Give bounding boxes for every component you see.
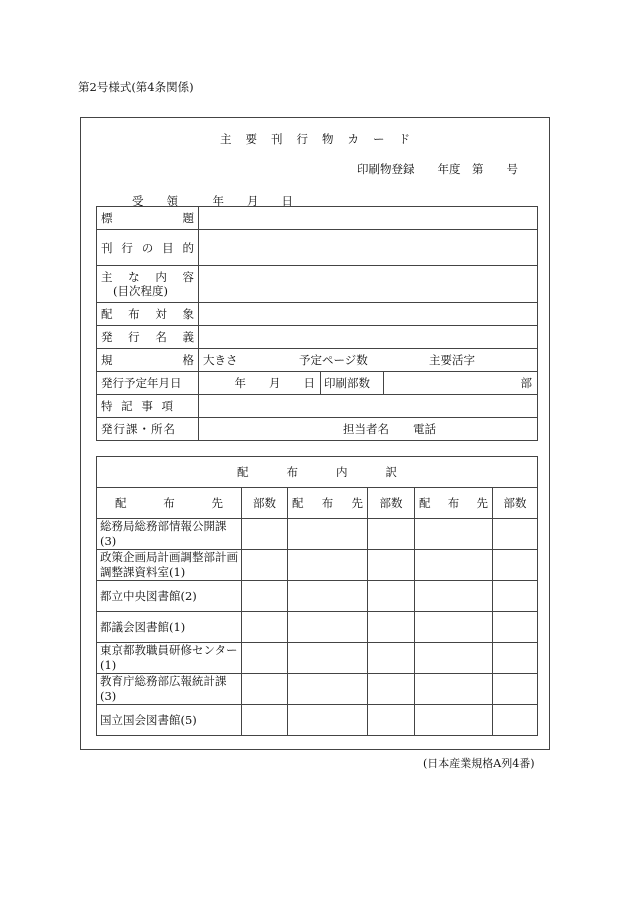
copies-cell[interactable] (368, 519, 415, 550)
copies-cell[interactable] (242, 705, 288, 736)
content-label: 主 な 内 容 (目次程度) (97, 266, 199, 303)
table-row (97, 550, 538, 581)
destination-cell[interactable] (415, 519, 493, 550)
destination-cell[interactable] (288, 519, 368, 550)
person-label: 担当者名 (343, 422, 389, 436)
destination-cell[interactable] (288, 612, 368, 643)
row-content (97, 266, 538, 303)
col-copies-3: 部数 (493, 488, 538, 519)
copies-cell[interactable] (368, 705, 415, 736)
copies-cell[interactable] (242, 581, 288, 612)
copies-cell[interactable] (493, 519, 538, 550)
notes-field[interactable] (199, 395, 538, 418)
notes-label: 特 記 事 項 (97, 395, 199, 418)
col-copies-1: 部数 (242, 488, 288, 519)
copies-cell[interactable] (242, 519, 288, 550)
section-field[interactable] (199, 418, 538, 441)
table-row (97, 643, 538, 674)
row-purpose (97, 230, 538, 266)
destination-cell: 国立国会図書館(5) (97, 705, 242, 736)
spec-size-label: 大きさ (203, 353, 238, 367)
destination-cell: 政策企画局計画調整部計画調整課資料室(1) (97, 550, 242, 581)
copies-cell[interactable] (493, 550, 538, 581)
date-field[interactable]: 年 月 日 (199, 372, 321, 395)
row-title (97, 207, 538, 230)
spec-label: 規 格 (97, 349, 199, 372)
copies-cell[interactable] (242, 643, 288, 674)
table-row (97, 612, 538, 643)
table-row (97, 705, 538, 736)
issuer-name-field[interactable] (199, 326, 538, 349)
destination-cell[interactable] (288, 581, 368, 612)
destination-cell: 東京都教職員研修センター(1) (97, 643, 242, 674)
copies-cell[interactable] (368, 550, 415, 581)
table-row (97, 519, 538, 550)
distribution-columns-row (97, 488, 538, 519)
form-title: 主 要 刊 行 物 カ ー ド (220, 132, 410, 146)
col-destination-2: 配 布 先 (288, 488, 368, 519)
copies-cell[interactable] (493, 581, 538, 612)
destination-cell[interactable] (415, 674, 493, 705)
copies-cell[interactable] (368, 612, 415, 643)
purpose-label: 刊 行 の 目 的 (97, 230, 199, 266)
row-spec (97, 349, 538, 372)
purpose-field[interactable] (199, 230, 538, 266)
destination-cell[interactable] (415, 612, 493, 643)
row-date (97, 372, 538, 395)
destination-cell[interactable] (288, 674, 368, 705)
receipt-date-line: 受 領 年 月 日 (132, 194, 293, 208)
print-count-label: 印刷部数 (321, 372, 384, 395)
print-count-field[interactable]: 部 (384, 372, 538, 395)
paper-standard-note: (日本産業規格A列4番) (423, 757, 535, 770)
destination-cell[interactable] (288, 550, 368, 581)
destination-cell: 教育庁総務部広報統計課(3) (97, 674, 242, 705)
table-row (97, 674, 538, 705)
destination-cell[interactable] (415, 643, 493, 674)
title-field[interactable] (199, 207, 538, 230)
copies-cell[interactable] (493, 674, 538, 705)
col-destination-3: 配 布 先 (415, 488, 493, 519)
registration-line: 印刷物登録 年度 第 号 (357, 162, 518, 176)
col-copies-2: 部数 (368, 488, 415, 519)
destination-cell[interactable] (288, 643, 368, 674)
spec-field[interactable] (199, 349, 538, 372)
table-row (97, 581, 538, 612)
destination-cell: 総務局総務部情報公開課(3) (97, 519, 242, 550)
destination-cell[interactable] (288, 705, 368, 736)
card-table (96, 206, 538, 441)
row-issuer-name (97, 326, 538, 349)
copies-cell[interactable] (242, 612, 288, 643)
phone-label: 電話 (413, 422, 436, 436)
destination-cell: 都議会図書館(1) (97, 612, 242, 643)
spec-font-label: 主要活字 (429, 353, 475, 367)
spec-pages-label: 予定ページ数 (299, 353, 368, 367)
copies-cell[interactable] (368, 581, 415, 612)
col-destination-1: 配 布 先 (97, 488, 242, 519)
section-label: 発行課・所名 (97, 418, 199, 441)
copies-cell[interactable] (493, 612, 538, 643)
copies-cell[interactable] (368, 643, 415, 674)
date-label: 発行予定年月日 (97, 372, 199, 395)
copies-cell[interactable] (493, 643, 538, 674)
form-number: 第2号様式(第4条関係) (78, 80, 194, 94)
row-notes (97, 395, 538, 418)
title-label: 標 題 (97, 207, 199, 230)
row-audience (97, 303, 538, 326)
content-sub-label: (目次程度) (113, 284, 168, 298)
copies-cell[interactable] (493, 705, 538, 736)
distribution-heading: 配 布 内 訳 (97, 457, 538, 488)
distribution-table (96, 456, 538, 736)
distribution-heading-row (97, 457, 538, 488)
row-section (97, 418, 538, 441)
destination-cell: 都立中央図書館(2) (97, 581, 242, 612)
issuer-name-label: 発 行 名 義 (97, 326, 199, 349)
copies-cell[interactable] (242, 550, 288, 581)
audience-label: 配 布 対 象 (97, 303, 199, 326)
copies-cell[interactable] (242, 674, 288, 705)
destination-cell[interactable] (415, 705, 493, 736)
destination-cell[interactable] (415, 581, 493, 612)
audience-field[interactable] (199, 303, 538, 326)
destination-cell[interactable] (415, 550, 493, 581)
copies-cell[interactable] (368, 674, 415, 705)
content-field[interactable] (199, 266, 538, 303)
